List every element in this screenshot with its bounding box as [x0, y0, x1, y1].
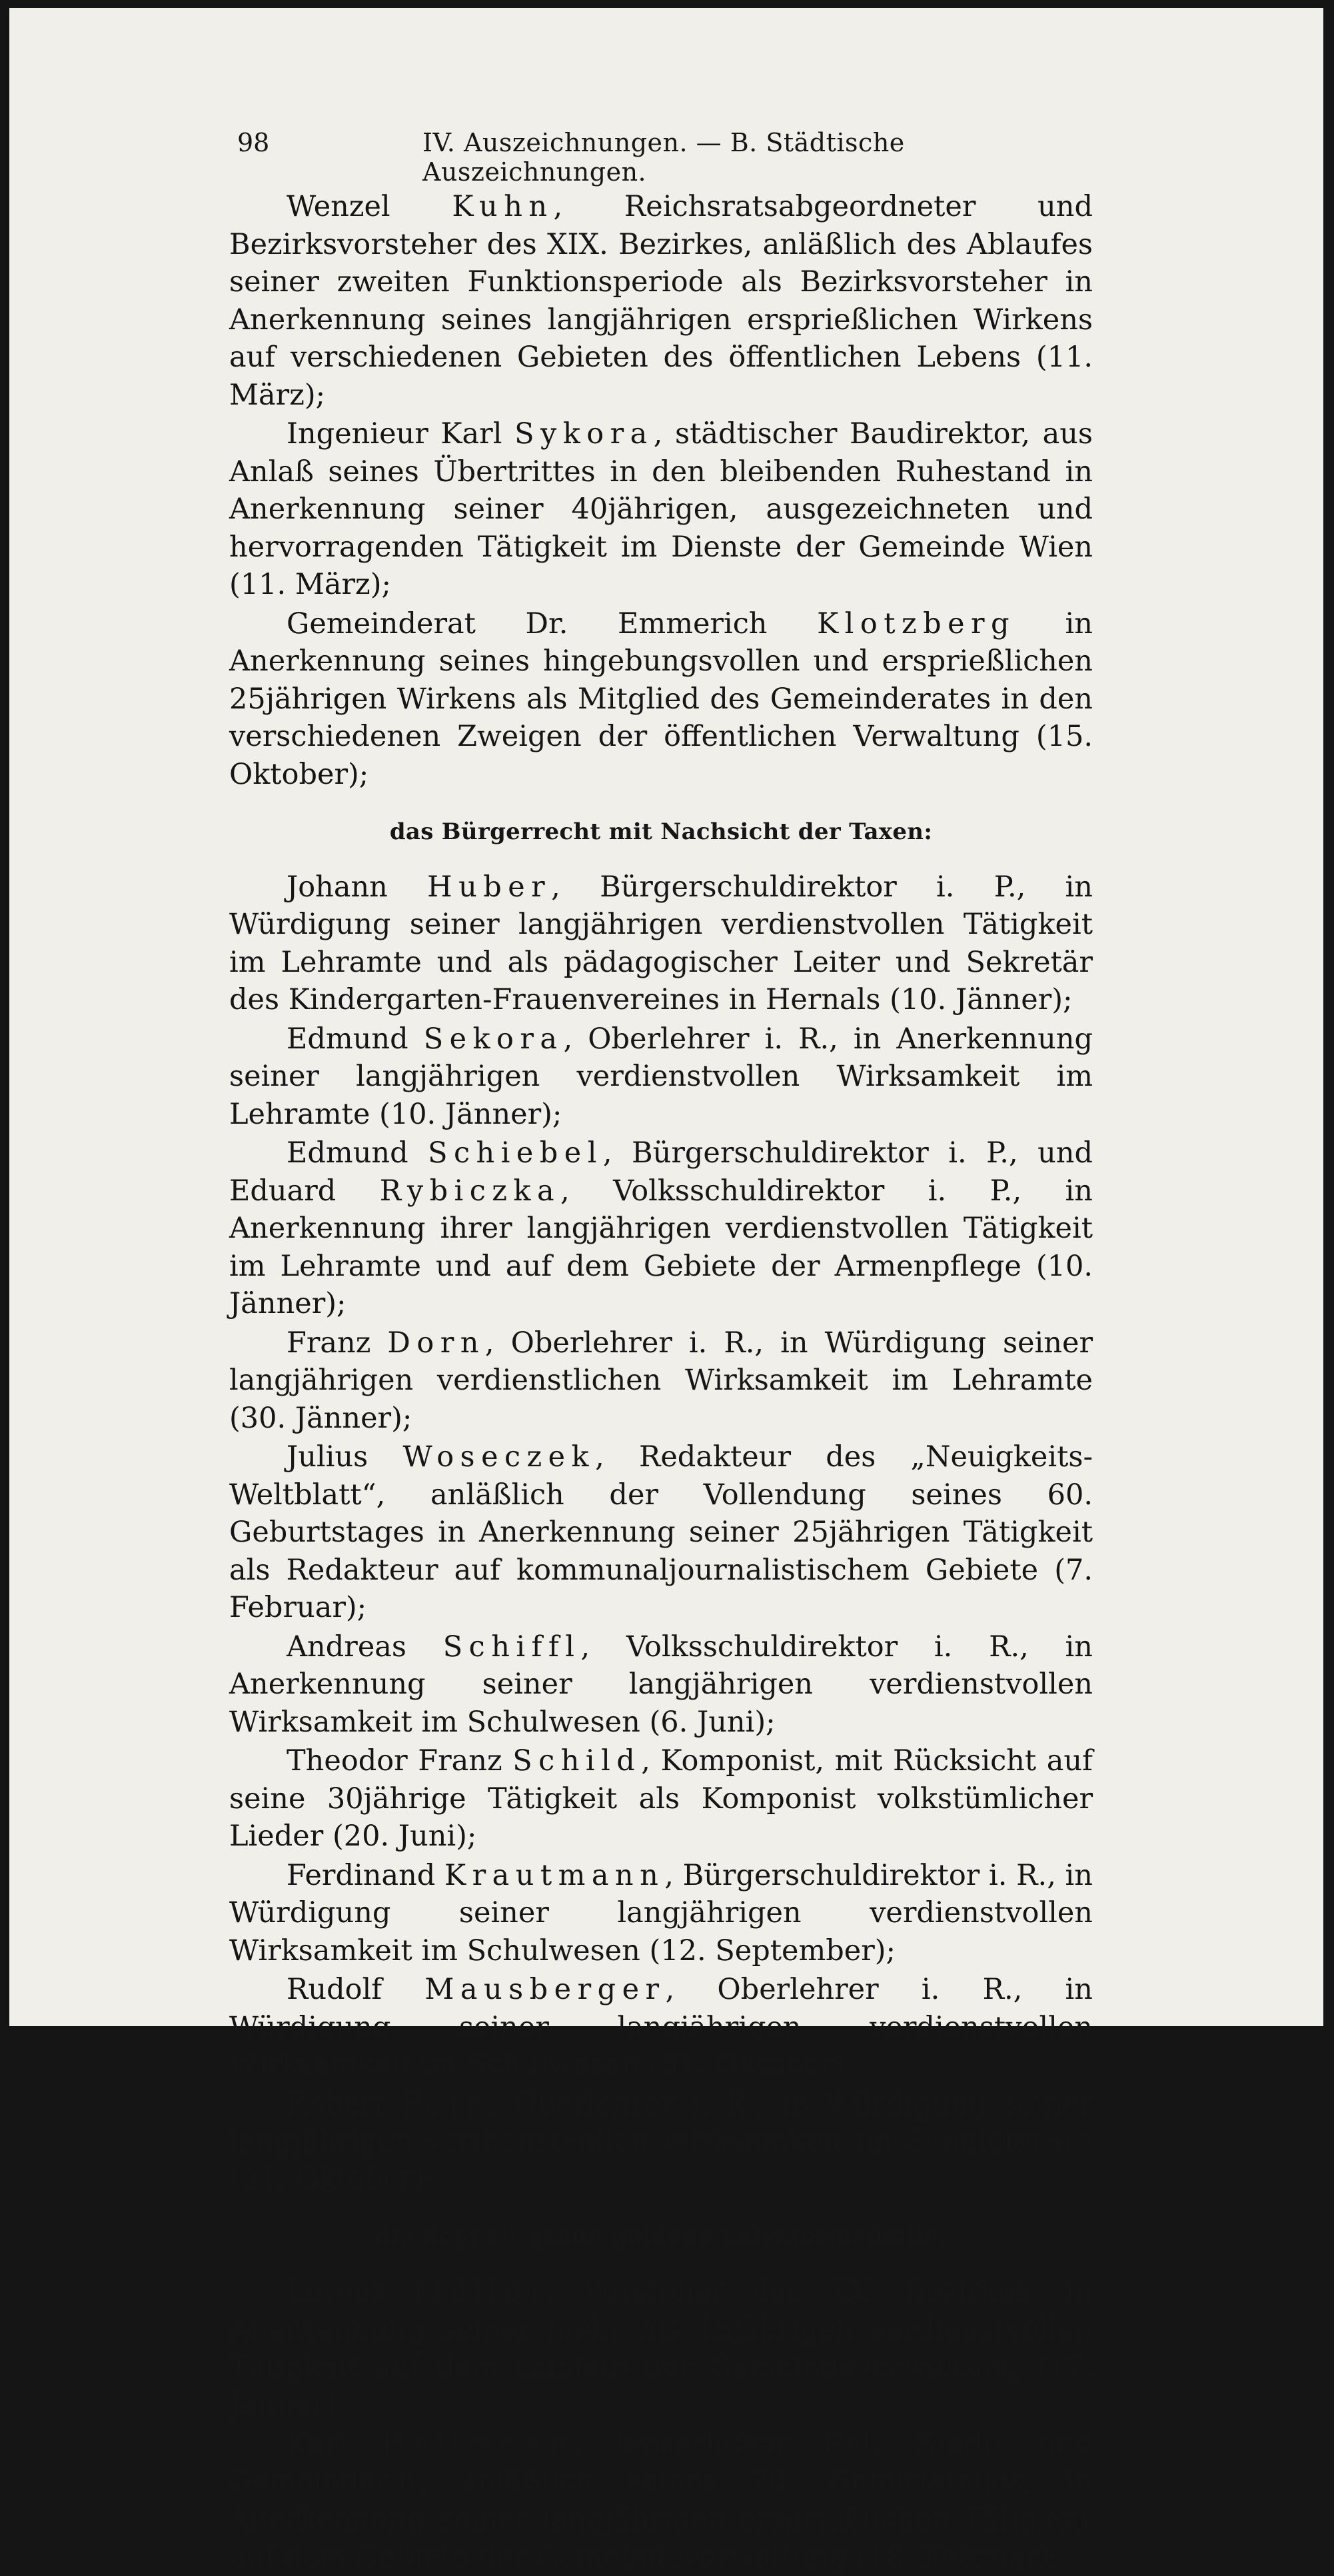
person-name: Krautmann [444, 1858, 665, 1892]
person-name: Müller [413, 2275, 548, 2309]
person-name: Sekora [423, 1022, 564, 1056]
entry-krautmann: Ferdinand Krautmann, Bürgerschuldirektor i. R., in Würdigung seiner langjährigen verdienstvollen Wirksamkeit im Schulwesen (12. September); [229, 1858, 1093, 1967]
person-name: Hallmann [381, 2427, 574, 2461]
person-name: Dorn [387, 1326, 485, 1360]
entry-klotzberg: Gemeinderat Dr. Emmerich Klotzberg in Anerkennung seines hingebungsvollen und ersprießlichen 25jährigen Wirkens als Mitglied des Gemeinderates in den verschiedenen Zweigen der öffentlichen Verwaltung (15. Oktober); [229, 607, 1093, 791]
person-name: Petz [402, 2087, 489, 2121]
document-page [9, 8, 1323, 2573]
entry-mueller: Lorenz Müller, Vorsteher des XX. Bezirkes, in Anerkennung seiner mehr als 15jährigen verdienstvollen Tätigkeit auf dem Gebiete der Gemeindeverwaltung (17. Jänner); [229, 2275, 1093, 2421]
entry-schiffl: Andreas Schiffl, Volksschuldirektor i. R., in Anerkennung seiner langjährigen verdienstvollen Wirksamkeit im Schulwesen (6. Juni); [229, 1630, 1093, 1739]
person-name: Klotzberg [817, 607, 1015, 641]
entry-huber: Johann Huber, Bürgerschuldirektor i. P., in Würdigung seiner langjährigen verdienstvollen Tätigkeit im Lehramte und als pädagogischer Leiter und Sekretär des Kindergarten-Frauenvereines in Hernals (10. Jänner); [229, 870, 1093, 1016]
entry-dorn: Franz Dorn, Oberlehrer i. R., in Würdigung seiner langjährigen verdienstlichen Wirksamkeit im Lehramte (30. Jänner); [229, 1326, 1093, 1435]
entry-sykora: Ingenieur Karl Sykora, städtischer Baudirektor, aus Anlaß seines Übertrittes in den bleibenden Ruhestand in Anerkennung seiner 40jährigen, ausgezeichneten und hervorragenden Tätigkeit im Dienste der Gemeinde Wien (11. März); [229, 417, 1093, 601]
person-name: Rybiczka [379, 1174, 561, 1208]
page-body [229, 188, 1093, 2576]
entry-petz: Robert Petz, Oberlehrer i. R., in Würdigung seiner langjährigen verdienstvollen Wirksamkeit im Schuldienste (31. Oktober); [229, 2087, 1093, 2196]
entry-mausberger: Rudolf Mausberger, Oberlehrer i. R., in Würdigung seiner langjährigen verdienstvollen Wirksamkeit im Schulwesen (31. Oktober); [229, 1973, 1093, 2081]
running-head: IV. Auszeichnungen. — B. Städtische Auszeichnungen. [422, 128, 905, 187]
section-heading-buergerrecht: das Bürgerrecht mit Nachsicht der Taxen: [389, 818, 933, 845]
entry-woseczek: Julius Woseczek, Redakteur des „Neuigkeits-Weltblatt“, anläßlich der Vollendung seines 60. Geburtstages in Anerkennung seiner 25jährigen Tätigkeit als Redakteur auf kommunaljournalistischem Gebiete (7. Februar); [229, 1440, 1093, 1624]
person-name: Kuhn [452, 190, 554, 223]
person-name: Sykora [514, 417, 654, 451]
person-name: Huber [427, 870, 552, 904]
entry-schiebel-rybiczka: Edmund Schiebel, Bürgerschuldirektor i. P., und Eduard Rybiczka, Volksschuldirektor i. P., in Anerkennung ihrer langjährigen verdienstvollen Tätigkeit im Lehramte und auf dem Gebiete der Armenpflege (10. Jänner); [229, 1136, 1093, 1320]
person-name: Schiebel [428, 1136, 603, 1170]
page-header [229, 125, 1093, 187]
person-name: Woseczek [402, 1440, 596, 1474]
entry-schild: Theodor Franz Schild, Komponist, mit Rücksicht auf seine 30jährige Tätigkeit als Komponist volkstümlicher Lieder (20. Juni); [229, 1744, 1093, 1853]
entry-kuhn: Wenzel Kuhn, Reichsratsabgeordneter und Bezirksvorsteher des XIX. Bezirkes, anläßlich des Ablaufes seiner zweiten Funktionsperiode als Bezirksvorsteher in Anerkennung seines langjährigen ersprießlichen Wirkens auf verschiedenen Gebieten des öffentlichen Lebens (11. März); [229, 190, 1093, 412]
person-name: Schiffl [442, 1630, 581, 1664]
section-heading-salvatormedaille: die doppelt große goldene Salvatormedaille: [374, 2223, 948, 2250]
entry-hallmann: Karl Hallmann, kaiserlicher Rat, Stadt- und Gemeinderat, anläßlich seines 70. Geburtstages, in Anerkennung seiner langjährigen ersprießlichen Tätigkeit auf dem Gebiete der Gemeindeverwaltung (18. Februar); [229, 2427, 1093, 2573]
page-number: 98 [237, 128, 270, 157]
person-name: Schild [512, 1744, 642, 1778]
entry-sekora: Edmund Sekora, Oberlehrer i. R., in Anerkennung seiner langjährigen verdienstvollen Wirksamkeit im Lehramte (10. Jänner); [229, 1022, 1093, 1131]
person-name: Mausberger [424, 1973, 666, 2006]
